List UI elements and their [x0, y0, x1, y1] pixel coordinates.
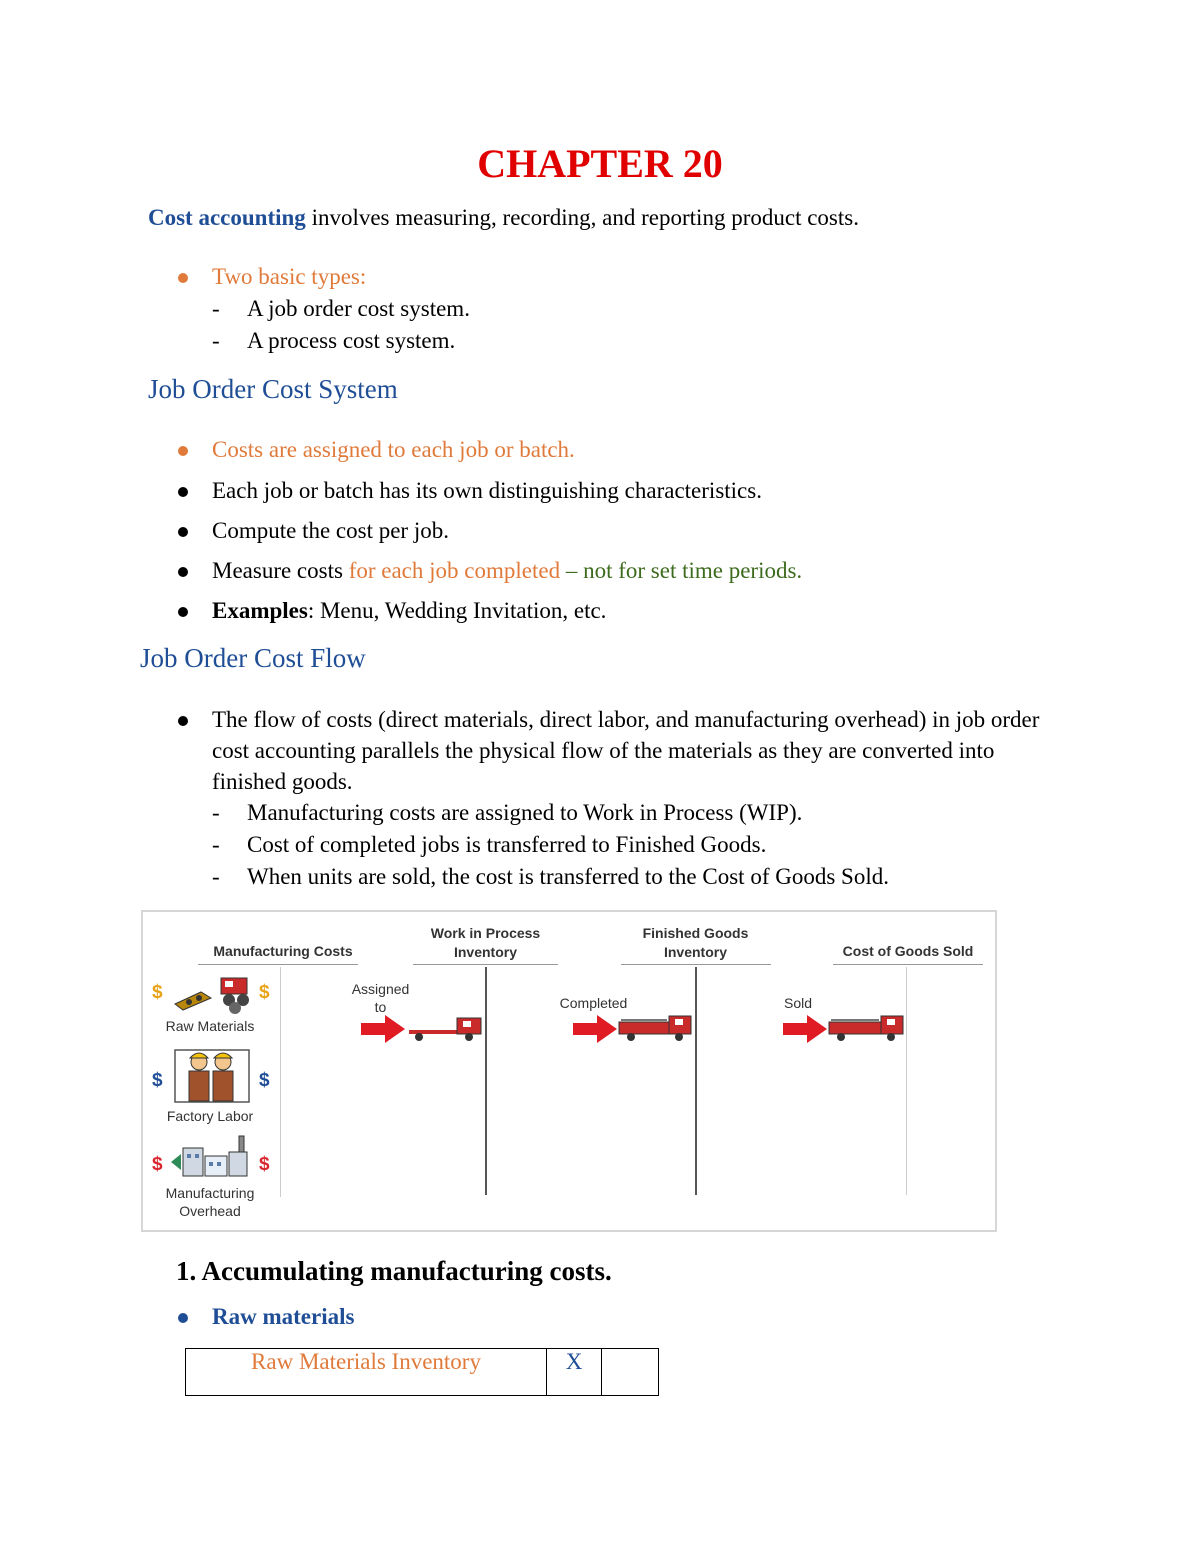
intro-term: Cost accounting [148, 205, 306, 230]
job-order-heading: Job Order Cost System [148, 374, 398, 404]
wip-t-line [485, 967, 487, 1195]
completed-label: Completed [559, 995, 628, 1011]
bullet-dot [178, 716, 188, 726]
col-manufacturing-costs: Manufacturing Costs [213, 943, 353, 959]
table-row [186, 1349, 659, 1396]
bullet-dot [178, 273, 188, 283]
dollar-icon: $ [259, 1154, 270, 1175]
red-arrow-icon [361, 1015, 405, 1043]
factory-labor-label: Factory Labor [166, 1108, 254, 1124]
types-item-1: - A job order cost system. [212, 296, 470, 321]
fire-truck-icon [617, 1014, 695, 1042]
dollar-icon: $ [259, 982, 270, 1003]
flow-item-2: - Cost of completed jobs is transferred to Finished Goods. [212, 832, 767, 857]
fire-truck-chassis-icon [407, 1016, 485, 1042]
cost-flow-heading: Job Order Cost Flow [140, 643, 366, 673]
red-arrow-icon [783, 1015, 827, 1043]
dollar-icon: $ [152, 982, 163, 1003]
dollar-icon: $ [152, 1154, 163, 1175]
flow-item-3: - When units are sold, the cost is transferred to the Cost of Goods Sold. [212, 864, 889, 889]
col-finished-goods: Finished Goods Inventory [642, 925, 749, 960]
credit-cell [602, 1349, 659, 1396]
factory-labor-icon [173, 1046, 251, 1104]
raw-materials-icon [171, 974, 255, 1016]
chapter-title: CHAPTER 20 [477, 141, 723, 186]
sold-label: Sold [783, 995, 813, 1011]
cost-flow-paragraph: The flow of costs (direct materials, direct labor, and manufacturing overhead) in job order cost accounting parallels the physical flow of the materials as they are converted into finished goods. [212, 707, 1040, 794]
fire-truck-icon [827, 1014, 907, 1042]
cost-flow-diagram [141, 910, 997, 1232]
debit-cell: X [547, 1349, 602, 1396]
fg-t-line [695, 967, 697, 1195]
journal-entry-table [185, 1348, 659, 1396]
dollar-icon: $ [152, 1070, 163, 1091]
flow-item-1: - Manufacturing costs are assigned to Work in Process (WIP). [212, 800, 803, 825]
overhead-label: Manufacturing Overhead [165, 1185, 255, 1219]
dollar-icon: $ [259, 1070, 270, 1091]
assigned-to-label: Assigned to [351, 981, 410, 1015]
factory-building-icon [169, 1134, 255, 1178]
section-1-heading: 1. Accumulating manufacturing costs. [176, 1256, 612, 1286]
intro-rest: involves measuring, recording, and reporting product costs. [305, 205, 859, 230]
intro-paragraph [148, 205, 859, 231]
raw-materials-label: Raw Materials [165, 1018, 255, 1034]
red-arrow-icon [573, 1015, 617, 1043]
account-cell: Raw Materials Inventory [186, 1349, 547, 1396]
col-wip: Work in Process Inventory [430, 925, 541, 960]
types-label: Two basic types: [212, 264, 367, 289]
col-cogs: Cost of Goods Sold [842, 943, 974, 959]
cogs-t-line [906, 967, 907, 1195]
types-item-2: - A process cost system. [212, 328, 456, 353]
